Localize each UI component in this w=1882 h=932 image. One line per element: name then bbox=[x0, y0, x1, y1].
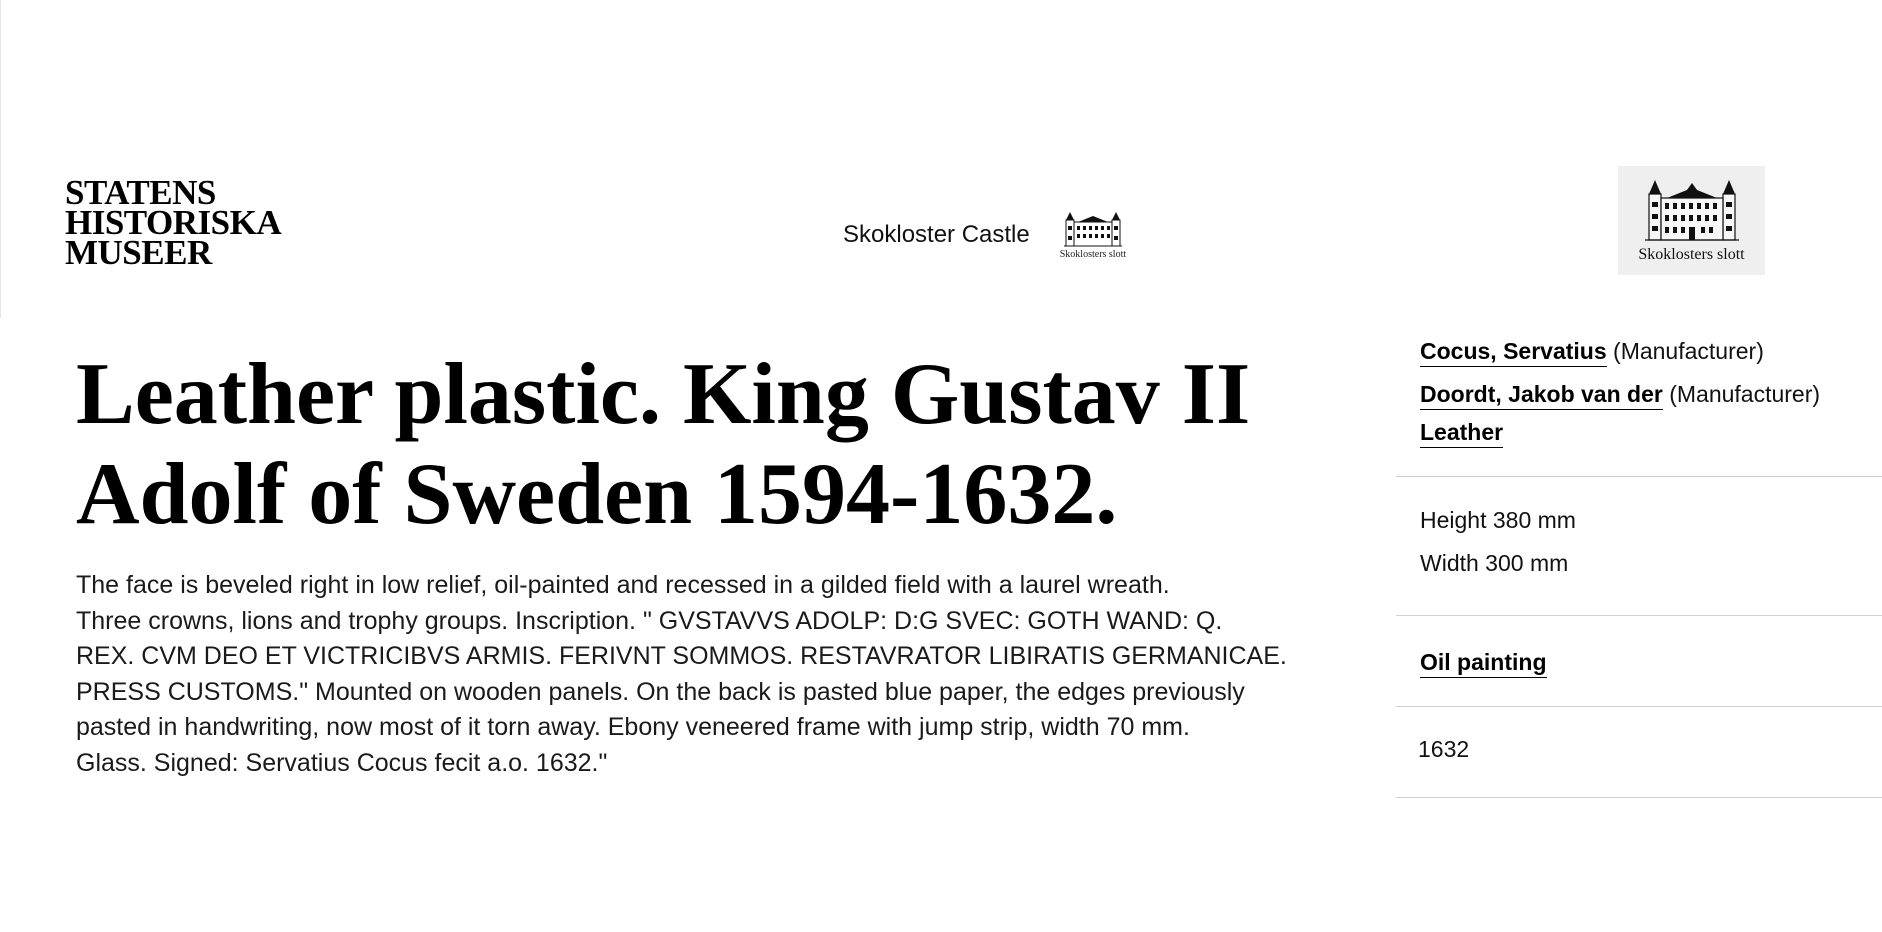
description-line: Three crowns, lions and trophy groups. Inscription. " GVSTAVVS ADOLP: D:G SVEC: GOTH WAND: Q. bbox=[76, 606, 1223, 635]
logo-line-1: STATENS bbox=[65, 173, 216, 212]
maker-link[interactable]: Cocus, Servatius bbox=[1420, 338, 1607, 367]
technique-link[interactable]: Oil painting bbox=[1420, 649, 1547, 678]
castle-logo-small bbox=[1060, 210, 1126, 260]
maker-row bbox=[1420, 381, 1820, 408]
makers-section bbox=[1396, 318, 1882, 477]
object-description bbox=[76, 568, 1376, 782]
logo-line-2: HISTORISKA bbox=[65, 203, 282, 242]
castle-badge-icon bbox=[1645, 178, 1739, 242]
material-row bbox=[1420, 419, 1503, 446]
object-metadata-sidebar bbox=[1396, 318, 1882, 798]
title-line: Adolf of Sweden 1594-1632. bbox=[76, 446, 1118, 543]
object-title bbox=[76, 345, 1376, 545]
maker-role: (Manufacturer) bbox=[1613, 338, 1764, 364]
description-line: REX. CVM DEO ET VICTRICIBVS ARMIS. FERIVNT SOMMOS. RESTAVRATOR LIBIRATIS GERMANICAE. bbox=[76, 642, 1287, 671]
year-value: 1632 bbox=[1418, 736, 1470, 762]
logo-line-3: MUSEER bbox=[65, 233, 212, 272]
castle-badge[interactable] bbox=[1618, 166, 1765, 275]
technique-section bbox=[1396, 616, 1882, 707]
maker-row bbox=[1420, 338, 1764, 365]
badge-caption: Skoklosters slott bbox=[1638, 245, 1745, 263]
maker-link[interactable]: Doordt, Jakob van der bbox=[1420, 381, 1663, 410]
year-section bbox=[1396, 707, 1882, 798]
material-link[interactable]: Leather bbox=[1420, 419, 1503, 448]
castle-caption: Skoklosters slott bbox=[1059, 249, 1127, 260]
description-line: Glass. Signed: Servatius Cocus fecit a.o. 1632." bbox=[76, 748, 608, 777]
castle-name: Skokloster Castle bbox=[843, 221, 1030, 248]
technique-row bbox=[1420, 649, 1547, 676]
title-line: Leather plastic. King Gustav II bbox=[76, 346, 1251, 443]
museum-logo[interactable] bbox=[65, 173, 282, 272]
left-edge-line bbox=[0, 0, 1, 318]
maker-role: (Manufacturer) bbox=[1669, 381, 1821, 407]
dimension-width: Width 300 mm bbox=[1420, 550, 1569, 576]
castle-link[interactable] bbox=[843, 210, 1126, 260]
dimension-height: Height 380 mm bbox=[1420, 507, 1576, 533]
castle-icon bbox=[1064, 210, 1122, 248]
description-line: PRESS CUSTOMS." Mounted on wooden panels. On the back is pasted blue paper, the edges previously bbox=[76, 677, 1245, 706]
dimensions-section bbox=[1396, 477, 1882, 616]
description-line: The face is beveled right in low relief, oil-painted and recessed in a gilded field with a laurel wreath. bbox=[76, 571, 1170, 599]
description-line: pasted in handwriting, now most of it torn away. Ebony veneered frame with jump strip, width 70 mm. bbox=[76, 713, 1190, 742]
